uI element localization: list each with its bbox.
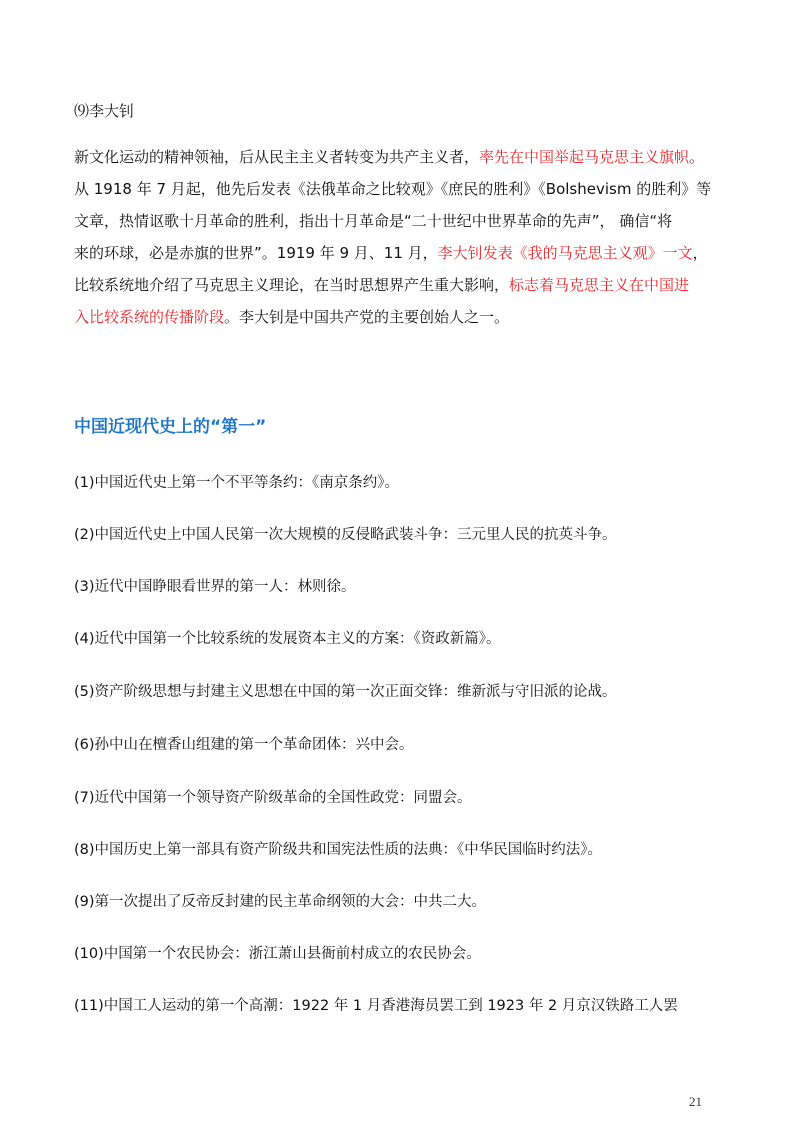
text-segment: 从 1918 年 7 月起，他先后发表《法俄革命之比较观》《庶民的胜利》《Bolshevism 的胜利》等	[74, 180, 712, 198]
text-segment: 新文化运动的精神领袖，后从民主主义者转变为共产主义者，	[74, 148, 480, 166]
highlight-text: 标志着马克思主义在中国进	[509, 276, 690, 294]
text-segment: ，	[692, 244, 708, 262]
text-segment: 。	[689, 148, 705, 166]
highlight-text: 李大钊发表《我的马克思主义观》一文	[437, 244, 693, 262]
paragraph-line	[74, 237, 734, 269]
paragraph-line	[74, 301, 734, 333]
list-item: (7)近代中国第一个领导资产阶级革命的全国性政党：同盟会。	[74, 790, 472, 806]
text-segment: 文章，热情讴歌十月革命的胜利，指出十月革命是“二十世纪中世界革命的先声”， 确信“将	[74, 212, 673, 230]
list-item: (5)资产阶级思想与封建主义思想在中国的第一次正面交锋：维新派与守旧派的论战。	[74, 684, 617, 700]
page-number: 21	[689, 1094, 702, 1109]
paragraph-line	[74, 141, 734, 173]
highlight-text: 入比较系统的传播阶段	[74, 308, 225, 326]
list-item: (2)中国近代史上中国人民第一次大规模的反侵略武装斗争：三元里人民的抗英斗争。	[74, 527, 617, 543]
firsts-heading: 中国近现代史上的“第一”	[74, 417, 267, 437]
list-item: (3)近代中国睁眼看世界的第一人：林则徐。	[74, 579, 356, 595]
list-item: (8)中国历史上第一部具有资产阶级共和国宪法性质的法典：《中华民国临时约法》。	[74, 842, 603, 858]
list-item: (4)近代中国第一个比较系统的发展资本主义的方案：《资政新篇》。	[74, 631, 501, 647]
list-item: (9)第一次提出了反帝反封建的民主革命纲领的大会：中共二大。	[74, 894, 487, 910]
li-dazhao-paragraph	[74, 141, 734, 333]
text-segment: 。李大钊是中国共产党的主要创始人之一。	[224, 308, 510, 326]
paragraph-line	[74, 269, 734, 301]
highlight-text: 率先在中国举起马克思主义旗帜	[479, 148, 690, 166]
list-item: (6)孙中山在檀香山组建的第一个革命团体：兴中会。	[74, 737, 414, 753]
text-segment: 来的环球，必是赤旗的世界”。1919 年 9 月、11 月，	[74, 244, 438, 262]
text-segment: 比较系统地介绍了马克思主义理论，在当时思想界产生重大影响，	[74, 276, 510, 294]
paragraph-line	[74, 173, 734, 205]
list-item: (10)中国第一个农民协会：浙江萧山县衙前村成立的农民协会。	[74, 946, 481, 962]
section-title: ⑼李大钊	[74, 102, 135, 120]
list-item: (11)中国工人运动的第一个高潮：1922 年 1 月香港海员罢工到 1923 年 2 月京汉铁路工人罢	[74, 998, 678, 1014]
list-item: (1)中国近代史上第一个不平等条约：《南京条约》。	[74, 475, 400, 491]
paragraph-line	[74, 205, 734, 237]
